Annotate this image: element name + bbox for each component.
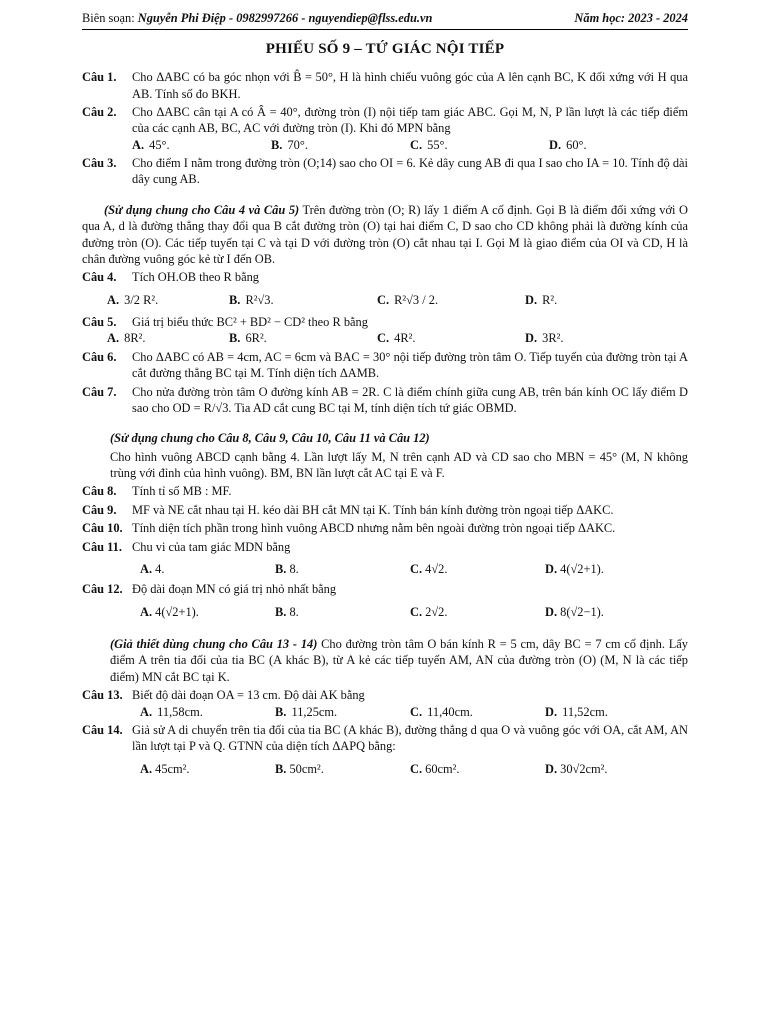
option-text: R²√3. <box>245 292 274 307</box>
question-number: Câu 11. <box>82 539 122 554</box>
option-letter: B. <box>275 704 287 719</box>
option-text: 8R². <box>124 331 146 346</box>
question-number: Câu 9. <box>82 502 117 517</box>
question-number: Câu 2. <box>82 104 117 119</box>
option-text: 4(√2+1). <box>560 561 604 576</box>
question-text: Giả sử A di chuyển trên tia đối của tia BC (A khác B), đường thẳng d qua O và vuông góc với OA, cắt AM, AN lần lượt tại P và Q. GTNN của diện tích ΔAPQ bằng: <box>132 722 688 754</box>
question-text: Tính tỉ số MB : MF. <box>132 484 232 499</box>
option-letter: A. <box>140 604 153 619</box>
option-text: 8. <box>289 561 299 576</box>
option-c <box>410 137 549 153</box>
option-a <box>140 561 275 577</box>
option-d <box>545 761 680 777</box>
question-number: Câu 6. <box>82 349 117 364</box>
option-letter: A. <box>140 561 153 576</box>
option-text: 2√2. <box>425 604 448 619</box>
option-c <box>410 704 545 720</box>
question-number: Câu 5. <box>82 315 117 330</box>
option-text: 11,25cm. <box>291 704 338 719</box>
header-author <box>82 10 432 26</box>
option-letter: A. <box>107 331 120 346</box>
option-letter: A. <box>140 704 153 719</box>
option-text: 4(√2+1). <box>155 604 199 619</box>
option-text: 55°. <box>427 137 448 152</box>
option-text: R². <box>542 292 558 307</box>
question-7 <box>82 384 688 417</box>
option-letter: A. <box>132 137 145 152</box>
option-d <box>525 330 625 346</box>
option-letter: B. <box>229 292 241 307</box>
option-b <box>275 604 410 620</box>
answer-options <box>140 561 688 577</box>
option-b <box>229 292 377 308</box>
option-c <box>410 561 545 577</box>
option-letter: B. <box>275 604 287 619</box>
question-number: Câu 8. <box>82 484 117 499</box>
option-text: 4. <box>155 561 165 576</box>
option-letter: D. <box>545 761 558 776</box>
question-9 <box>82 502 688 518</box>
shared-context-8-12-body <box>82 449 688 482</box>
option-b <box>275 761 410 777</box>
option-c <box>377 330 525 346</box>
option-letter: B. <box>275 761 287 776</box>
question-text: Cho nửa đường tròn tâm O đường kính AB = 2R. C là điểm chính giữa cung AB, trên bán kính OC lấy điểm D sao cho OD = R/√3. Tia AD cắt cung BC tại M, tính diện tích tứ giác OBMD. <box>132 384 688 415</box>
option-text: 30√2cm². <box>560 761 608 776</box>
option-text: 4√2. <box>425 561 448 576</box>
option-letter: D. <box>549 137 562 152</box>
option-c <box>410 604 545 620</box>
option-a <box>140 704 275 720</box>
question-8 <box>82 483 688 499</box>
question-text: Chu vi của tam giác MDN bằng <box>132 539 291 554</box>
option-letter: C. <box>410 604 423 619</box>
option-text: 8(√2−1). <box>560 604 604 619</box>
shared-context-13-14 <box>82 636 688 685</box>
option-letter: C. <box>377 292 390 307</box>
option-d <box>545 604 680 620</box>
option-text: 60cm². <box>425 761 460 776</box>
question-14 <box>82 722 688 755</box>
option-text: 45cm². <box>155 761 190 776</box>
question-text: Tích OH.OB theo R bằng <box>132 270 259 285</box>
page-header <box>82 10 688 30</box>
option-a <box>132 137 271 153</box>
question-4 <box>82 269 688 285</box>
answer-options <box>140 761 688 777</box>
question-text: Tính diện tích phần trong hình vuông ABCD nhưng nằm bên ngoài đường tròn ngoại tiếp ΔAKC. <box>132 521 616 536</box>
question-text: Độ dài đoạn MN có giá trị nhỏ nhất bằng <box>132 582 337 597</box>
option-text: 8. <box>289 604 299 619</box>
question-5 <box>82 314 688 330</box>
question-number: Câu 10. <box>82 521 123 536</box>
option-text: 4R². <box>394 331 416 346</box>
question-number: Câu 4. <box>82 270 117 285</box>
question-number: Câu 7. <box>82 384 117 399</box>
question-text: MF và NE cắt nhau tại H. kéo dài BH cắt MN tại K. Tính bán kính đường tròn ngoại tiếp ΔAKC. <box>132 502 614 517</box>
option-b <box>271 137 410 153</box>
shared-text: Trên đường tròn (O; R) lấy 1 điểm A cố định. Gọi B là điểm đối xứng với O qua A, d là đường thẳng thay đổi qua B cắt đường tròn (O) tại hai điểm C, D sao cho CD không phải là đường kính của đường tròn (O). Các tiếp tuyến tại C và tại D với đường tròn (O) cắt nhau tại I. Gọi M là giao điểm của OI và CD, H là chân đường vuông góc kẻ từ I đến OB. <box>82 202 688 266</box>
answer-options <box>140 604 688 620</box>
header-school-year: Năm học: 2023 - 2024 <box>574 11 688 25</box>
option-letter: C. <box>410 761 423 776</box>
option-b <box>275 704 410 720</box>
shared-lead: (Giả thiết dùng chung cho Câu 13 - 14) <box>110 637 318 652</box>
shared-context-8-12 <box>82 430 688 446</box>
question-11 <box>82 539 688 555</box>
answer-options <box>107 330 688 346</box>
header-author-name: Nguyễn Phi Điệp - 0982997266 - nguyendiep@flss.edu.vn <box>137 11 433 25</box>
option-c <box>377 292 525 308</box>
question-13 <box>82 687 688 703</box>
option-text: 11,40cm. <box>427 704 473 719</box>
option-letter: B. <box>275 561 287 576</box>
option-text: 70°. <box>287 137 308 152</box>
option-text: 3/2 R². <box>124 292 159 307</box>
option-letter: B. <box>271 137 283 152</box>
option-letter: D. <box>545 704 558 719</box>
question-number: Câu 12. <box>82 582 123 597</box>
question-text: Cho điểm I nằm trong đường tròn (O;14) sao cho OI = 6. Kẻ dây cung AB đi qua I sao cho IA = 10. Tính độ dài dây cung AB. <box>132 156 688 187</box>
answer-options <box>132 137 688 153</box>
option-text: 11,52cm. <box>562 704 608 719</box>
option-b <box>275 561 410 577</box>
option-text: 11,58cm. <box>157 704 203 719</box>
option-letter: D. <box>545 604 558 619</box>
option-letter: D. <box>525 331 538 346</box>
header-prefix: Biên soạn: <box>82 11 138 25</box>
option-a <box>140 761 275 777</box>
option-text: R²√3 / 2. <box>394 292 439 307</box>
worksheet-page <box>82 10 688 781</box>
question-number: Câu 1. <box>82 70 117 85</box>
question-number: Câu 14. <box>82 722 123 737</box>
option-text: 60°. <box>566 137 587 152</box>
option-text: 50cm². <box>289 761 324 776</box>
shared-context-4-5 <box>82 202 688 268</box>
question-text: Cho ΔABC có AB = 4cm, AC = 6cm và BAC = 30° nội tiếp đường tròn tâm O. Tiếp tuyến của đường tròn tại A cắt đường thẳng BC tại M. Tính diện tích ΔAMB. <box>132 349 688 381</box>
option-letter: A. <box>107 292 120 307</box>
question-number: Câu 13. <box>82 688 123 703</box>
shared-text: Cho hình vuông ABCD cạnh bằng 4. Lần lượt lấy M, N trên cạnh AD và CD sao cho MBN = 45° (M, N không trùng với đỉnh của hình vuông). BM, BN lần lượt cắt AC tại E và F. <box>110 449 688 481</box>
question-number: Câu 3. <box>82 156 117 171</box>
option-a <box>107 292 229 308</box>
question-2 <box>82 104 688 137</box>
question-text: Cho ΔABC có ba góc nhọn với B̂ = 50°, H là hình chiếu vuông góc của A lên cạnh BC, K đối xứng với H qua AB. Tính số đo BKH. <box>132 70 688 101</box>
question-text: Cho ΔABC cân tại A có Â = 40°, đường tròn (I) nội tiếp tam giác ABC. Gọi M, N, P lần lượt là các tiếp điểm của các cạnh AB, BC, AC với đường tròn (I). Khi đó MPN bằng <box>132 104 688 136</box>
option-letter: B. <box>229 331 241 346</box>
question-6 <box>82 349 688 382</box>
option-d <box>545 561 680 577</box>
option-a <box>107 330 229 346</box>
option-d <box>525 292 625 308</box>
option-letter: C. <box>410 561 423 576</box>
option-letter: C. <box>377 331 390 346</box>
question-text: Giá trị biểu thức BC² + BD² − CD² theo R bằng <box>132 315 368 330</box>
option-b <box>229 330 377 346</box>
option-text: 3R². <box>542 331 564 346</box>
shared-text: Cho đường tròn tâm O bán kính R = 5 cm, dây BC = 7 cm cố định. Lấy điểm A trên tia đối của tia BC (A khác B), từ A kẻ các tiếp tuyến AM, AN của đường tròn (O) (M, N là các tiếp điểm) MN cắt BC tại K. <box>110 637 688 684</box>
question-12 <box>82 581 688 597</box>
answer-options <box>107 292 688 308</box>
option-c <box>410 761 545 777</box>
option-letter: C. <box>410 704 423 719</box>
option-letter: D. <box>525 292 538 307</box>
option-d <box>545 704 665 720</box>
question-10 <box>82 520 688 536</box>
shared-lead: (Sử dụng chung cho Câu 8, Câu 9, Câu 10, Câu 11 và Câu 12) <box>110 431 430 446</box>
option-letter: A. <box>140 761 153 776</box>
option-letter: C. <box>410 137 423 152</box>
question-text: Biết độ dài đoạn OA = 13 cm. Độ dài AK bằng <box>132 688 365 703</box>
option-d <box>549 137 688 153</box>
option-a <box>140 604 275 620</box>
shared-lead: (Sử dụng chung cho Câu 4 và Câu 5) <box>104 202 300 217</box>
page-title: PHIẾU SỐ 9 – TỨ GIÁC NỘI TIẾP <box>265 41 505 58</box>
option-text: 45°. <box>149 137 170 152</box>
option-letter: D. <box>545 561 558 576</box>
question-3 <box>82 155 688 188</box>
question-1 <box>82 69 688 102</box>
answer-options <box>140 704 688 720</box>
option-text: 6R². <box>245 331 267 346</box>
